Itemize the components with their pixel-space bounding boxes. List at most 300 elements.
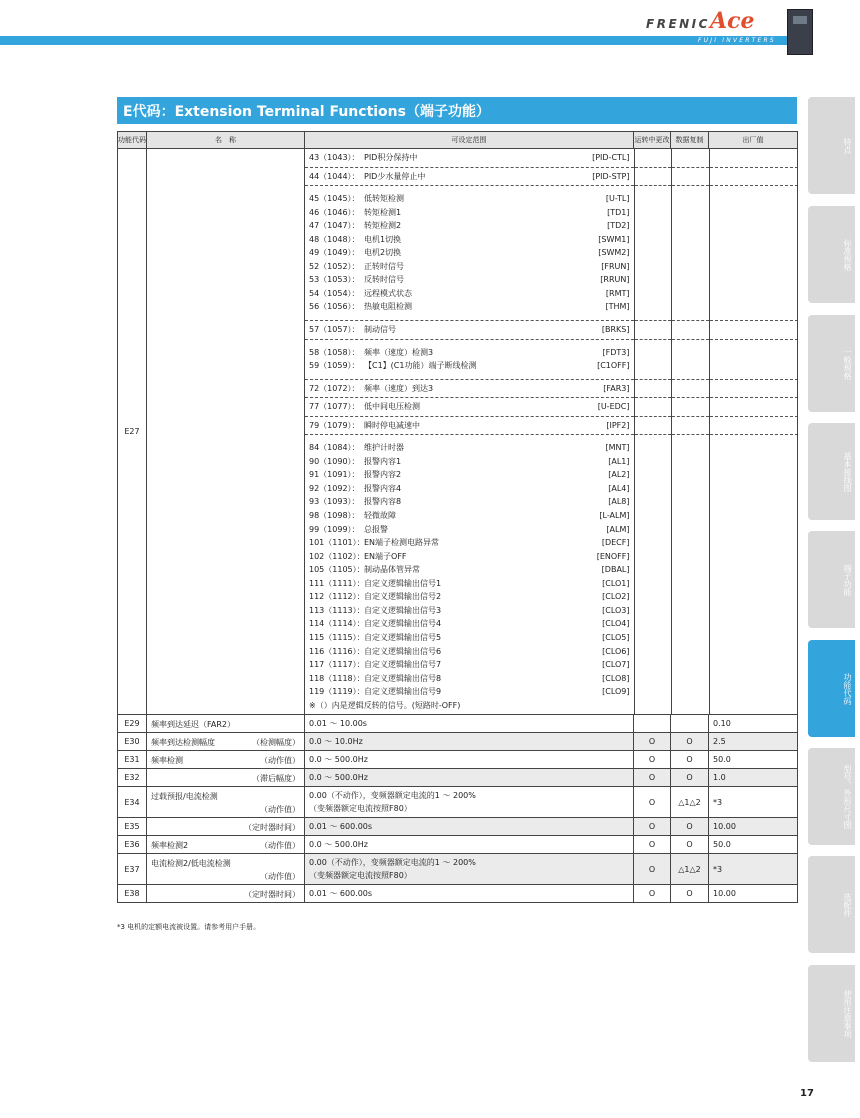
- option-description: 转矩检测1: [364, 207, 402, 217]
- option-symbol: [THM]: [605, 302, 630, 312]
- option-line: [309, 455, 630, 469]
- header-running: 运转中更改: [634, 132, 671, 149]
- option-description: 电机1切换: [364, 234, 402, 244]
- data-copy-cell: [671, 715, 709, 733]
- name-cell: [147, 787, 305, 818]
- option-number: 92（1092）：: [309, 483, 360, 493]
- option-description: 自定义逻辑输出信号1: [364, 578, 442, 588]
- option-group-empty-cell: [709, 339, 798, 379]
- option-number: 116（1116）：: [309, 646, 365, 656]
- table-row: [118, 836, 798, 854]
- option-line: [309, 151, 630, 165]
- option-description: 自定义逻辑输出信号6: [364, 646, 442, 656]
- option-description: 报警内容4: [364, 483, 402, 493]
- data-copy-cell: O: [671, 818, 709, 836]
- option-description: 报警内容2: [364, 470, 402, 480]
- option-symbol: [DBAL]: [601, 565, 630, 575]
- data-copy-cell: △1△2: [671, 854, 709, 885]
- option-description: 远程模式状态: [364, 288, 412, 298]
- footnote: *3 电机的定额电流被设置。请参考用户手册。: [117, 923, 261, 931]
- name-cell: [147, 818, 305, 836]
- option-number: 119（1119）：: [309, 687, 365, 697]
- option-symbol: [DECF]: [601, 538, 630, 548]
- e27-options-cell: [305, 149, 798, 715]
- option-symbol: [ALM]: [606, 524, 630, 534]
- table-row: [118, 854, 798, 885]
- option-description: 制动信号: [364, 325, 396, 335]
- brand-subtitle: FUJI INVERTERS: [698, 37, 776, 44]
- range-cell: 0.0 ～ 500.0Hz: [305, 769, 634, 787]
- option-symbol: [RRUN]: [600, 275, 630, 285]
- code-cell: E31: [118, 751, 147, 769]
- option-description: 【C1】(C1功能）端子断线检测: [364, 361, 477, 371]
- option-number: 57（1057）：: [309, 325, 360, 335]
- side-tab[interactable]: 特点: [808, 97, 855, 194]
- option-line: [309, 246, 630, 260]
- option-line: [309, 590, 630, 604]
- running-change-cell: O: [634, 787, 671, 818]
- header-code: 功能代码: [118, 132, 147, 149]
- option-number: 59（1059）：: [309, 361, 360, 371]
- side-tab[interactable]: 基本接线图: [808, 423, 855, 520]
- option-number: 115（1115）：: [309, 632, 365, 642]
- option-line: [309, 323, 630, 337]
- option-symbol: [CLO4]: [602, 619, 630, 629]
- default-value-cell: 2.5: [709, 733, 798, 751]
- option-group-range: [305, 416, 634, 435]
- option-line: [309, 346, 630, 360]
- option-group-empty-cell: [634, 186, 671, 321]
- option-number: 49（1049）：: [309, 248, 360, 258]
- option-number: 45（1045）：: [309, 194, 360, 204]
- option-number: 52（1052）：: [309, 261, 360, 271]
- option-group-range: [305, 339, 634, 379]
- option-number: 46（1046）：: [309, 207, 360, 217]
- range-cell: 0.0 ～ 10.0Hz: [305, 733, 634, 751]
- name-label: 频率到达检测幅度: [151, 738, 215, 748]
- option-line: [309, 400, 630, 414]
- option-symbol: [CLO9]: [602, 687, 630, 697]
- table-row: [118, 751, 798, 769]
- option-group-range: [305, 435, 634, 714]
- option-symbol: [CLO8]: [602, 673, 630, 683]
- option-symbol: [FRUN]: [601, 261, 630, 271]
- name-cell: [147, 885, 305, 903]
- option-description: 自定义逻辑输出信号7: [364, 660, 442, 670]
- option-symbol: [AL2]: [608, 470, 630, 480]
- option-number: 48（1048）：: [309, 234, 360, 244]
- side-tab[interactable]: 一般规格: [808, 315, 855, 412]
- name-qualifier: （定时器时间）: [244, 890, 300, 900]
- option-number: 111（1111）：: [309, 578, 365, 588]
- brand-logo: [640, 8, 780, 48]
- name-qualifier: （动作值）: [260, 841, 300, 851]
- option-group-range: [305, 379, 634, 398]
- code-cell: E30: [118, 733, 147, 751]
- range-cell: [305, 787, 634, 818]
- option-line: [309, 219, 630, 233]
- range-cell: 0.01 ～ 600.00s: [305, 885, 634, 903]
- name-cell: [147, 733, 305, 751]
- side-tab[interactable]: 标准规格: [808, 206, 855, 303]
- option-symbol: [AL4]: [608, 483, 630, 493]
- inverter-product-icon: [787, 9, 813, 55]
- option-line: [309, 631, 630, 645]
- name-cell: [147, 836, 305, 854]
- option-group-empty-cell: [709, 435, 798, 714]
- code-cell: E37: [118, 854, 147, 885]
- table-row: [118, 787, 798, 818]
- name-label: 频率检测2: [151, 841, 189, 851]
- option-group-empty-cell: [709, 149, 798, 167]
- option-group: [305, 339, 798, 379]
- option-line: [309, 536, 630, 550]
- option-symbol: [CLO7]: [602, 660, 630, 670]
- option-group: [305, 167, 798, 186]
- option-group-empty-cell: [709, 186, 798, 321]
- option-description: 自定义逻辑输出信号9: [364, 687, 442, 697]
- option-group: [305, 321, 798, 340]
- option-description: 轻微故障: [364, 511, 396, 521]
- option-group-empty-cell: [671, 416, 709, 435]
- option-group: [305, 416, 798, 435]
- running-change-cell: O: [634, 885, 671, 903]
- option-number: 84（1084）：: [309, 443, 360, 453]
- name-qualifier: （动作值）: [260, 756, 300, 766]
- option-symbol: [MNT]: [605, 443, 630, 453]
- option-description: 自定义逻辑输出信号3: [364, 605, 442, 615]
- option-description: 报警内容8: [364, 497, 402, 507]
- option-description: 总报警: [364, 524, 388, 534]
- option-symbol: [TD2]: [607, 221, 630, 231]
- option-symbol: [U-TL]: [605, 194, 630, 204]
- table-row: [118, 885, 798, 903]
- name-label: 频率到达延迟（FAR2）: [151, 720, 235, 730]
- option-group-empty-cell: [671, 149, 709, 167]
- option-number: 91（1091）：: [309, 470, 360, 480]
- option-description: 制动晶体管异常: [364, 565, 420, 575]
- name-cell: [147, 854, 305, 885]
- name-qualifier: （动作值）: [260, 872, 300, 882]
- option-line: [309, 273, 630, 287]
- name-label: 频率检测: [151, 756, 183, 766]
- default-value-cell: 50.0: [709, 836, 798, 854]
- option-description: 正转时信号: [364, 261, 404, 271]
- option-number: 98（1098）：: [309, 511, 360, 521]
- range-cell: 0.01 ～ 10.00s: [305, 715, 634, 733]
- data-copy-cell: O: [671, 769, 709, 787]
- option-description: 频率（速度）检测3: [364, 347, 434, 357]
- name-qualifier: （检测幅度）: [252, 738, 300, 748]
- option-description: 自定义逻辑输出信号8: [364, 673, 442, 683]
- option-line: [309, 300, 630, 314]
- option-symbol: [FAR3]: [603, 383, 630, 393]
- header-copy: 数据复制: [671, 132, 709, 149]
- section-title: E代码：Extension Terminal Functions（端子功能）: [117, 97, 797, 124]
- option-number: 118（1118）：: [309, 673, 365, 683]
- range-line: 0.00（不动作），变频器额定电流的1 ～ 200%: [309, 791, 476, 801]
- side-tab[interactable]: 使用注意事项: [808, 965, 855, 1062]
- option-description: 热敏电阻检测: [364, 302, 412, 312]
- option-group-empty-cell: [709, 379, 798, 398]
- range-line: （变频器额定电流按照F80）: [309, 804, 412, 814]
- option-line: [309, 468, 630, 482]
- option-description: EN端子OFF: [364, 551, 407, 561]
- name-label: 电流检测2/低电流检测: [151, 859, 231, 869]
- default-value-cell: *3: [709, 787, 798, 818]
- option-number: 117（1117）：: [309, 660, 365, 670]
- option-description: 瞬时停电减速中: [364, 420, 420, 430]
- option-line: [309, 523, 630, 537]
- option-group-range: [305, 167, 634, 186]
- option-symbol: [CLO1]: [602, 578, 630, 588]
- option-number: 105（1105）：: [309, 565, 365, 575]
- name-cell: [147, 149, 305, 715]
- table-row: [118, 818, 798, 836]
- option-symbol: [L-ALM]: [599, 511, 630, 521]
- option-description: EN端子检测电路异常: [364, 538, 440, 548]
- brand-ace: Ace: [710, 8, 755, 34]
- option-line: [309, 359, 630, 373]
- range-cell: 0.01 ～ 600.00s: [305, 818, 634, 836]
- function-code-table: [117, 131, 798, 903]
- range-cell: 0.0 ～ 500.0Hz: [305, 751, 634, 769]
- option-line: [309, 441, 630, 455]
- code-cell: E29: [118, 715, 147, 733]
- option-number: 53（1053）：: [309, 275, 360, 285]
- option-number: 113（1113）：: [309, 605, 365, 615]
- option-line: [309, 617, 630, 631]
- option-line: [309, 604, 630, 618]
- option-line: [309, 645, 630, 659]
- option-number: 102（1102）：: [309, 551, 365, 561]
- code-cell: E27: [118, 149, 147, 715]
- name-label: 过载预报/电流检测: [151, 792, 218, 802]
- option-group-range: [305, 321, 634, 340]
- option-group: [305, 379, 798, 398]
- option-group-empty-cell: [634, 435, 671, 714]
- option-description: 低中间电压检测: [364, 402, 420, 412]
- option-group-empty-cell: [671, 186, 709, 321]
- option-group: [305, 398, 798, 417]
- name-qualifier: （定时器时间）: [244, 823, 300, 833]
- option-description: PID少水量停止中: [364, 171, 426, 181]
- option-group-range: [305, 186, 634, 321]
- option-description: 电机2切换: [364, 248, 402, 258]
- option-number: 72（1072）：: [309, 383, 360, 393]
- header-range: 可设定范围: [305, 132, 634, 149]
- default-value-cell: 1.0: [709, 769, 798, 787]
- e27-options: [305, 149, 798, 714]
- option-number: 77（1077）：: [309, 402, 360, 412]
- option-symbol: [U-EDC]: [597, 402, 630, 412]
- option-line: [309, 509, 630, 523]
- code-cell: E34: [118, 787, 147, 818]
- option-number: 47（1047）：: [309, 221, 360, 231]
- option-line: [309, 685, 630, 699]
- option-line: [309, 206, 630, 220]
- option-group-empty-cell: [671, 379, 709, 398]
- code-cell: E32: [118, 769, 147, 787]
- option-group-empty-cell: [634, 379, 671, 398]
- option-symbol: [TD1]: [607, 207, 630, 217]
- option-note: ※（）内是逻辑反转的信号。(短路时-OFF): [309, 700, 461, 710]
- option-number: 56（1056）：: [309, 302, 360, 312]
- running-change-cell: O: [634, 854, 671, 885]
- running-change-cell: O: [634, 769, 671, 787]
- default-value-cell: *3: [709, 854, 798, 885]
- option-line: [309, 170, 630, 184]
- table-row: [118, 715, 798, 733]
- option-number: 79（1079）：: [309, 420, 360, 430]
- name-qualifier: （动作值）: [260, 805, 300, 815]
- option-group: [305, 186, 798, 321]
- option-number: 44（1044）：: [309, 171, 360, 181]
- name-cell: [147, 715, 305, 733]
- data-copy-cell: O: [671, 751, 709, 769]
- option-line: [309, 233, 630, 247]
- code-cell: E36: [118, 836, 147, 854]
- default-value-cell: 10.00: [709, 818, 798, 836]
- name-cell: [147, 751, 305, 769]
- option-description: 反转时信号: [364, 275, 404, 285]
- option-symbol: [CLO5]: [602, 632, 630, 642]
- range-cell: [305, 854, 634, 885]
- data-copy-cell: O: [671, 836, 709, 854]
- option-description: 维护计时器: [364, 443, 404, 453]
- option-line: [309, 260, 630, 274]
- option-group-empty-cell: [709, 398, 798, 417]
- code-cell: E38: [118, 885, 147, 903]
- option-group-empty-cell: [634, 149, 671, 167]
- range-cell: 0.0 ～ 500.0Hz: [305, 836, 634, 854]
- option-number: 54（1054）：: [309, 288, 360, 298]
- data-copy-cell: O: [671, 733, 709, 751]
- option-group-empty-cell: [634, 167, 671, 186]
- option-symbol: [IPF2]: [606, 420, 630, 430]
- option-symbol: [CLO6]: [602, 646, 630, 656]
- option-description: 转矩检测2: [364, 221, 402, 231]
- table-row-e27: [118, 149, 798, 715]
- side-tab[interactable]: 端子功能: [808, 531, 855, 628]
- code-cell: E35: [118, 818, 147, 836]
- side-tab[interactable]: 选配件: [808, 856, 855, 953]
- running-change-cell: [634, 715, 671, 733]
- default-value-cell: 50.0: [709, 751, 798, 769]
- option-line: [309, 495, 630, 509]
- option-line: [309, 482, 630, 496]
- running-change-cell: O: [634, 733, 671, 751]
- option-group-empty-cell: [634, 416, 671, 435]
- data-copy-cell: O: [671, 885, 709, 903]
- option-group-empty-cell: [634, 339, 671, 379]
- name-qualifier: （滞后幅度）: [252, 774, 300, 784]
- running-change-cell: O: [634, 818, 671, 836]
- side-tab[interactable]: 型号、外形尺寸图: [808, 748, 855, 845]
- option-symbol: [RMT]: [605, 288, 630, 298]
- option-line: [309, 577, 630, 591]
- option-number: 99（1099）：: [309, 524, 360, 534]
- option-line: [309, 382, 630, 396]
- option-description: 低转矩检测: [364, 194, 404, 204]
- option-group-empty-cell: [709, 321, 798, 340]
- name-cell: [147, 769, 305, 787]
- brand-frenic: FRENIC: [646, 17, 710, 31]
- side-tab[interactable]: 功能代码: [808, 640, 855, 737]
- option-group-range: [305, 398, 634, 417]
- option-group: [305, 149, 798, 167]
- option-line: [309, 550, 630, 564]
- option-symbol: [BRKS]: [601, 325, 630, 335]
- option-line: [309, 419, 630, 433]
- option-number: 114（1114）：: [309, 619, 365, 629]
- option-symbol: [FDT3]: [602, 347, 630, 357]
- option-symbol: [PID-STP]: [592, 171, 630, 181]
- option-group-empty-cell: [671, 339, 709, 379]
- option-symbol: [AL8]: [608, 497, 630, 507]
- data-copy-cell: △1△2: [671, 787, 709, 818]
- option-group-empty-cell: [634, 398, 671, 417]
- option-symbol: [PID-CTL]: [592, 153, 630, 162]
- option-group-empty-cell: [709, 416, 798, 435]
- table-row: [118, 769, 798, 787]
- option-number: 93（1093）：: [309, 497, 360, 507]
- header-default: 出厂值: [709, 132, 798, 149]
- option-description: 自定义逻辑输出信号4: [364, 619, 442, 629]
- option-symbol: [CLO2]: [602, 592, 630, 602]
- range-line: （变频器额定电流按照F80）: [309, 871, 412, 881]
- option-description: 报警内容1: [364, 456, 402, 466]
- option-group-range: [305, 149, 634, 167]
- option-description: 自定义逻辑输出信号2: [364, 592, 442, 602]
- option-number: 58（1058）：: [309, 347, 360, 357]
- range-line: 0.00（不动作），变频器额定电流的1 ～ 200%: [309, 858, 476, 868]
- option-symbol: [SWM1]: [598, 234, 630, 244]
- option-number: 43（1043）：: [309, 153, 360, 162]
- option-symbol: [ENOFF]: [596, 551, 630, 561]
- option-symbol: [C1OFF]: [597, 361, 630, 371]
- option-line: [309, 658, 630, 672]
- option-group-empty-cell: [634, 321, 671, 340]
- option-description: 自定义逻辑输出信号5: [364, 632, 442, 642]
- page-number: 17: [800, 1088, 814, 1099]
- option-line: [309, 192, 630, 206]
- running-change-cell: O: [634, 836, 671, 854]
- option-group-empty-cell: [671, 398, 709, 417]
- running-change-cell: O: [634, 751, 671, 769]
- option-symbol: [SWM2]: [598, 248, 630, 258]
- option-number: 90（1090）：: [309, 456, 360, 466]
- option-description: 频率（速度）到达3: [364, 383, 434, 393]
- table-row: [118, 733, 798, 751]
- option-symbol: [AL1]: [608, 456, 630, 466]
- option-line: [309, 287, 630, 301]
- option-line: [309, 672, 630, 686]
- option-group-empty-cell: [709, 167, 798, 186]
- default-value-cell: 10.00: [709, 885, 798, 903]
- option-group: [305, 435, 798, 714]
- option-group-empty-cell: [671, 321, 709, 340]
- option-number: 112（1112）：: [309, 592, 365, 602]
- option-group-empty-cell: [671, 167, 709, 186]
- header-name: 名 称: [147, 132, 305, 149]
- option-symbol: [CLO3]: [602, 605, 630, 615]
- default-value-cell: 0.10: [709, 715, 798, 733]
- option-number: 101（1101）：: [309, 538, 365, 548]
- option-group-empty-cell: [671, 435, 709, 714]
- option-description: PID积分保持中: [364, 153, 418, 162]
- option-line: [309, 563, 630, 577]
